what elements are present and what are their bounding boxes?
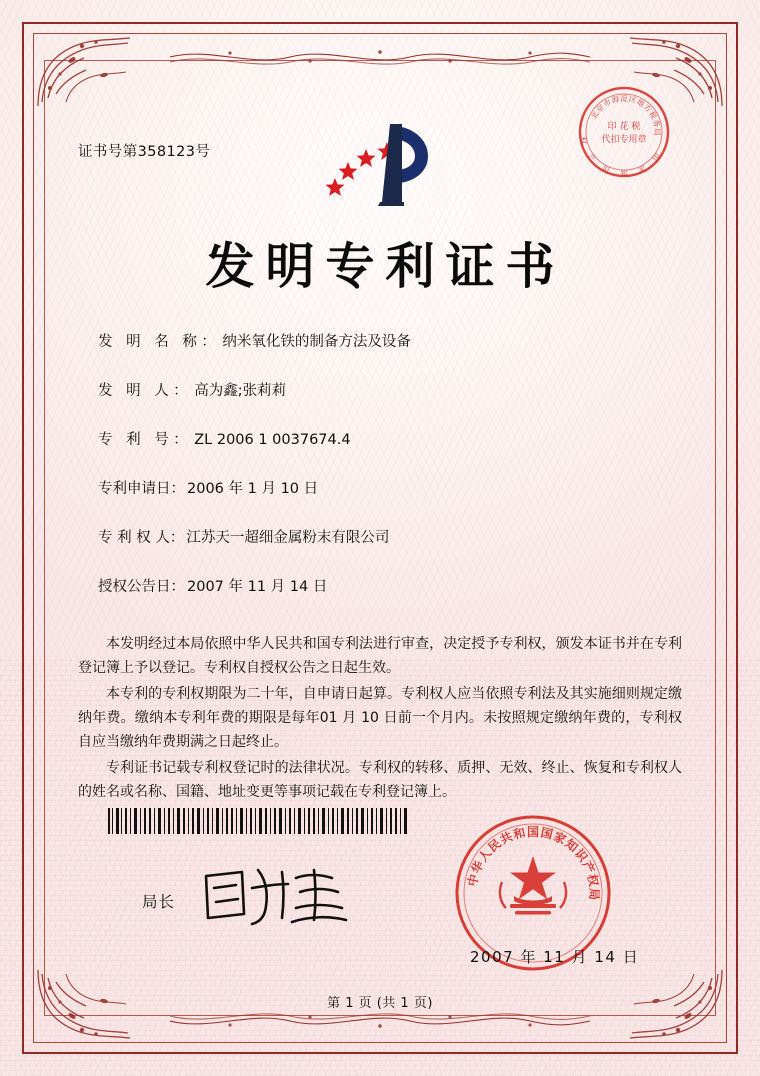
svg-text:权: 权 <box>578 136 589 146</box>
certificate-number: 证书号第358123号 <box>78 144 211 160</box>
top-ornament-icon <box>170 44 590 70</box>
field-label: 专 利 权 人： <box>98 530 185 546</box>
field-label: 发 明 人： <box>98 383 193 399</box>
field-application-date <box>98 477 678 498</box>
svg-text:京: 京 <box>594 102 607 115</box>
barcode-icon <box>108 808 408 834</box>
field-label: 发 明 名 称： <box>98 334 221 350</box>
field-patentee <box>98 526 678 547</box>
field-value: ZL 2006 1 0037674.4 <box>194 432 351 448</box>
body-paragraph-2: 本专利的专利权期限为二十年，自申请日起算。专利权人应当依照专利法及其实施细则规定缴纳年费。缴纳本专利年费的期限是每年01 月 10 日前一个月内。未按照规定缴纳年费的，专利权自应当缴纳年费期满之日起终止。 <box>78 686 682 750</box>
svg-text:印 花 税: 印 花 税 <box>607 122 641 132</box>
svg-text:识: 识 <box>571 846 591 865</box>
svg-text:务: 务 <box>651 118 662 129</box>
field-value: 纳米氧化铁的制备方法及设备 <box>222 334 411 350</box>
tax-stamp-seal-icon <box>576 84 672 180</box>
svg-text:代扣专用章: 代扣专用章 <box>601 135 647 145</box>
svg-text:局: 局 <box>653 128 662 136</box>
svg-text:区: 区 <box>627 94 638 105</box>
field-label: 专 利 号： <box>98 432 193 448</box>
svg-text:产: 产 <box>579 858 598 876</box>
svg-text:华: 华 <box>468 858 487 876</box>
field-value: 江苏天一超细金属粉末有限公司 <box>186 530 390 546</box>
field-inventor <box>98 379 678 400</box>
bottom-ornament-icon <box>170 1008 590 1034</box>
sipo-logo-icon <box>318 118 446 210</box>
svg-text:北: 北 <box>589 109 601 121</box>
svg-text:权: 权 <box>584 872 601 888</box>
svg-text:民: 民 <box>485 836 504 855</box>
svg-text:方: 方 <box>641 102 654 115</box>
body-paragraph-1: 本发明经过本局依照中华人民共和国专利法进行审查，决定授予专利权，颁发本证书并在专利登记簿上予以登记。专利权自授权公告之日起生效。 <box>78 636 682 676</box>
field-value: 2006 年 1 月 10 日 <box>187 481 319 497</box>
svg-text:共: 共 <box>497 829 515 848</box>
svg-text:国: 国 <box>650 151 663 164</box>
svg-text:国: 国 <box>539 825 555 842</box>
page-indicator: 第 1 页 (共 1 页) <box>327 996 433 1011</box>
signature-label: 局长 <box>142 893 176 911</box>
svg-text:知: 知 <box>562 836 581 855</box>
svg-text:知: 知 <box>620 169 628 178</box>
svg-text:产: 产 <box>585 151 598 164</box>
svg-text:识: 识 <box>600 163 612 175</box>
page-title: 发明专利证书 <box>205 238 566 295</box>
field-invention-name <box>98 330 678 351</box>
svg-text:人: 人 <box>475 846 495 865</box>
field-list <box>98 330 678 624</box>
svg-text:淀: 淀 <box>620 94 628 103</box>
svg-text:地: 地 <box>635 97 647 109</box>
body-text <box>78 632 682 806</box>
field-grant-announcement-date <box>98 575 678 596</box>
corner-ornament-icon <box>36 36 132 108</box>
field-value: 高为鑫;张莉莉 <box>194 383 287 399</box>
issue-date: 2007 年 11 月 14 日 <box>470 948 640 966</box>
svg-text:中: 中 <box>465 872 482 888</box>
field-value: 2007 年 11 月 14 日 <box>187 579 328 595</box>
svg-text:局: 局 <box>586 887 602 901</box>
svg-text:税: 税 <box>647 109 659 121</box>
svg-text:家: 家 <box>551 829 569 848</box>
svg-text:家: 家 <box>636 163 648 175</box>
svg-text:海: 海 <box>610 94 621 105</box>
field-label: 授权公告日： <box>98 579 185 595</box>
body-paragraph-3: 专利证书记载专利权登记时的法律状况。专利权的转移、质押、无效、终止、恢复和专利权人的姓名或名称、国籍、地址变更等事项记载在专利登记簿上。 <box>78 760 682 800</box>
svg-text:和: 和 <box>511 825 527 842</box>
handwritten-signature-icon <box>196 862 356 932</box>
field-label: 专利申请日： <box>98 481 185 497</box>
svg-text:市: 市 <box>601 97 613 109</box>
svg-text:国: 国 <box>526 825 540 839</box>
field-patent-number <box>98 428 678 449</box>
